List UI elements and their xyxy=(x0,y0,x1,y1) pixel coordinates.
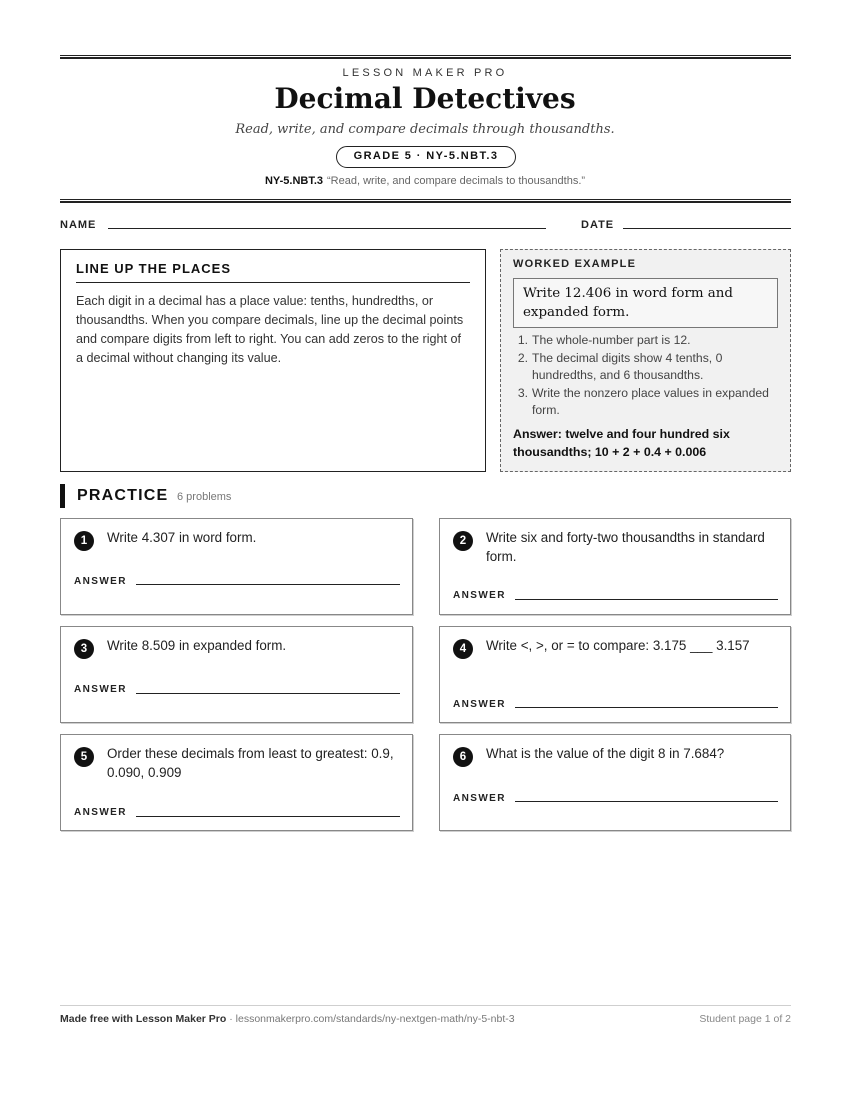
header-bottom-rule xyxy=(60,199,791,203)
practice-heading: PRACTICE xyxy=(77,487,169,504)
answer-field-2[interactable] xyxy=(515,599,778,600)
problem-card-3 xyxy=(60,626,413,723)
problem-text: Order these decimals from least to greatest: 0.9, 0.090, 0.909 xyxy=(107,746,394,780)
step-text: The decimal digits show 4 tenths, 0 hundredths, and 6 thousandths. xyxy=(532,350,723,382)
answer-field-1[interactable] xyxy=(136,584,400,585)
footer-made-with: Made free with Lesson Maker Pro xyxy=(60,1013,227,1025)
problem-text: Write <, >, or = to compare: 3.175 ___ 3.157 xyxy=(486,638,750,653)
standard-line xyxy=(0,175,850,187)
standard-text: “Read, write, and compare decimals to thousandths.” xyxy=(327,175,586,187)
standard-code: NY-5.NBT.3 xyxy=(264,175,324,187)
page-subtitle: Read, write, and compare decimals through thousandths. xyxy=(235,122,615,137)
step-number: 2. xyxy=(517,350,528,365)
answer-label: ANSWER xyxy=(453,699,506,710)
problem-card-6 xyxy=(439,734,791,831)
problem-number: 6 xyxy=(453,747,473,767)
answer-label: ANSWER xyxy=(74,807,127,818)
problem-card-5 xyxy=(60,734,413,831)
problem-number: 4 xyxy=(453,639,473,659)
problem-card-1 xyxy=(60,518,413,615)
worked-example-steps xyxy=(513,332,778,420)
concept-box xyxy=(60,249,486,472)
concept-text: Each digit in a decimal has a place value: tenths, hundredths, or thousandths. When you compare decimals, line up the decimal points and compare digits from left to right. You can add zeros to the right of a decimal without changing its value. xyxy=(76,294,464,365)
problem-number: 2 xyxy=(453,531,473,551)
answer-field-3[interactable] xyxy=(136,693,400,694)
answer-field-6[interactable] xyxy=(515,801,778,802)
worked-example-answer: Answer: twelve and four hundred six thousandths; 10 + 2 + 0.4 + 0.006 xyxy=(513,426,730,459)
step-text: The whole-number part is 12. xyxy=(532,333,691,347)
problem-text: Write six and forty-two thousandths in standard form. xyxy=(486,530,765,564)
answer-label: ANSWER xyxy=(74,684,127,695)
worked-example-box xyxy=(500,249,791,472)
problem-number: 5 xyxy=(74,747,94,767)
page-title: Decimal Detectives xyxy=(274,82,576,115)
concept-title: LINE UP THE PLACES xyxy=(76,261,470,283)
header-top-rule xyxy=(60,55,791,59)
problem-text: Write 8.509 in expanded form. xyxy=(107,638,287,653)
footer-url[interactable]: · lessonmakerpro.com/standards/ny-nextgen-math/ny-5-nbt-3 xyxy=(226,1013,515,1025)
answer-label: ANSWER xyxy=(453,793,506,804)
problem-text: Write 4.307 in word form. xyxy=(107,530,257,545)
brand-name: LESSON MAKER PRO xyxy=(342,67,508,79)
answer-label: ANSWER xyxy=(453,590,506,601)
answer-label: ANSWER xyxy=(74,576,127,587)
step-text: Write the nonzero place values in expanded form. xyxy=(532,385,769,417)
worked-example-title: WORKED EXAMPLE xyxy=(513,258,637,270)
problem-card-2 xyxy=(439,518,791,615)
problem-text: What is the value of the digit 8 in 7.684? xyxy=(486,746,725,761)
worked-example-prompt: Write 12.406 in word form and expanded form. xyxy=(513,278,778,328)
step-number: 3. xyxy=(517,385,528,400)
worked-example-step xyxy=(513,332,778,350)
worked-example-step xyxy=(513,350,778,385)
worked-example-step xyxy=(513,385,778,420)
date-field[interactable] xyxy=(623,228,791,229)
page-indicator: Student page 1 of 2 xyxy=(699,1013,791,1025)
name-label: NAME xyxy=(60,219,97,231)
name-field[interactable] xyxy=(108,228,546,229)
step-number: 1. xyxy=(517,333,528,347)
answer-field-5[interactable] xyxy=(136,816,400,817)
grade-standard-badge: GRADE 5 · NY-5.NBT.3 xyxy=(336,146,516,168)
problem-number: 3 xyxy=(74,639,94,659)
practice-accent-bar xyxy=(60,484,65,508)
date-label: DATE xyxy=(581,219,615,231)
footer-credit xyxy=(60,1013,515,1025)
answer-field-4[interactable] xyxy=(515,707,778,708)
problem-card-4 xyxy=(439,626,791,723)
footer-divider xyxy=(60,1005,791,1006)
practice-count: 6 problems xyxy=(177,491,232,503)
problem-number: 1 xyxy=(74,531,94,551)
